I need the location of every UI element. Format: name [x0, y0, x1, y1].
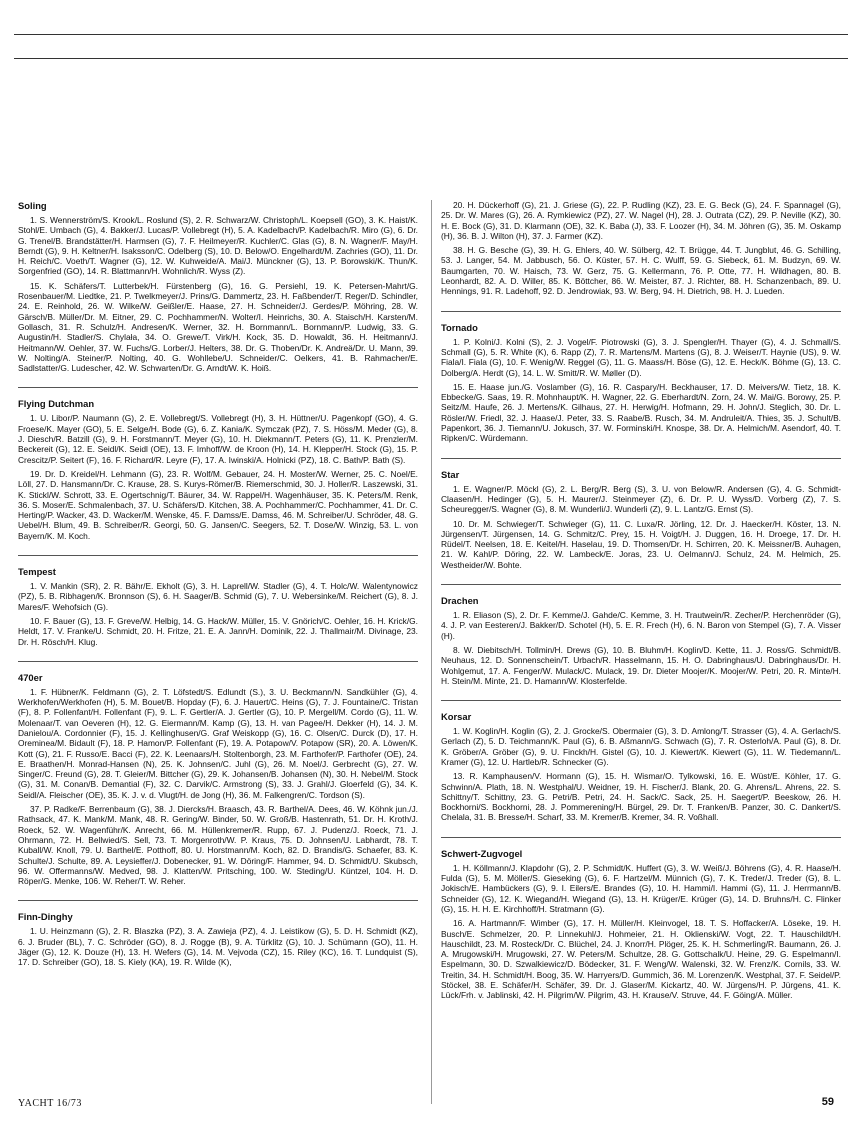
results-section-470er — [18, 661, 418, 887]
footer-magazine-issue: YACHT 16/73 — [18, 1098, 82, 1109]
results-paragraph: 13. R. Kamphausen/V. Hormann (G), 15. H. Wismar/O. Tylkowski, 16. E. Wüst/E. Köhler, 17. G. Schwinn/A. Plath, 18. N. Westphal/U. Weidner, 19. H. Fischer/J. Blank, 20. G. Ahrens/L. Ahrens, 22. S. Schittny/T. Schittny, 23. G. Petri/B. Petri, 24. H. Sack/C. Sack, 25. H. Saegert/P. Beeskow, 26. H. Bockhorni/S. Bockhorni, 28. J. Pommerening/H. Bürgel, 29. Dr. T. Franken/B. Panzer, 30. C. Dankert/S. Chelala, 31. B. Bresse/H. Scharf, 33. M. Kremer/B. Kremer, 34. R. Voßhall. — [441, 771, 841, 823]
left-column — [18, 200, 418, 982]
results-section-korsar — [441, 700, 841, 823]
results-paragraph: 15. E. Haase jun./G. Voslamber (G), 16. R. Caspary/H. Beckhauser, 17. D. Meivers/W. Tietz, 18. K. Ebbecke/G. Saas, 19. R. Mohnhaupt/K. H. Wagner, 22. G. Eberhardt/N. Zorn, 24. W. Mai/G. Borowy, 25. P. Seitz/M. Haufe, 26. J. Mertens/K. Gilhaus, 27. H. Herwig/H. Hofmann, 29. H. John/J. Steglich, 30. Dr. L. Rösler/W. Friedl, 32. J. Haase/J. Peter, 33. S. Raabe/B. Rusch, 34. M. Andruleit/A. Thies, 35. J. Schult/B. Papenkort, 36. J. Tiemann/U. Jokusch, 37. W. Forminski/H. Knospe, 38. Dr. A. Helmich/M. Asendorf, 40. T. Ripken/C. Würdemann. — [441, 381, 841, 444]
results-paragraph: 1. P. Kolni/J. Kolni (S), 2. J. Vogel/F. Piotrowski (G), 3. J. Spengler/H. Thayer (G), 4. J. Schmall/S. Schmall (G), 5. R. White (K), 6. Rapp (Z), 7. R. Martens/M. Martens (G), 8. J. Weiser/T. Haynie (US), 9. W. Fiala/I. Fiala (G), 10. F. Wenig/W. Reggel (G), 11. G. Maass/H. Böse (G), 12. E. Heck/K. Böhme (G), 13. C. Dolberg/A. Herdt (G), 14. L. W. Smitt/R. W. Møller (D). — [441, 336, 841, 378]
header-rule-top — [14, 34, 848, 35]
results-paragraph: 20. H. Dückerhoff (G), 21. J. Griese (G), 22. P. Rudling (KZ), 23. E. G. Beck (G), 24. F. Spannagel (G), 25. Dr. W. Mares (G), 26. A. Rymkiewicz (PZ), 27. W. Nagel (H), 28. J. Outrata (CZ), 29. P. Neville (KZ), 30. H. E. Bock (G), 31. D. Klarmann (OE), 32. K. Baba (J), 33. F. Loozer (H), 34. M. Jöhren (G), 35. M. Oskamp (H), 36. B. J. Wilton (H), 37. J. Farmer (KZ). — [441, 200, 841, 241]
section-title: Schwert-Zugvogel — [441, 847, 523, 859]
results-paragraph: 1. V. Mankin (SR), 2. R. Bähr/E. Ekholt (G), 3. H. Laprell/W. Stadler (G), 4. T. Holc/W. Walentynowicz (PZ), 5. B. Ribhagen/K. Bronnson (S), 6. H. Saager/B. Schmid (G), 7. U. Webersinke/M. Reichert (G), 8. J. Mares/F. Wehofsich (G). — [18, 581, 418, 612]
section-divider — [18, 555, 418, 556]
section-title: Flying Dutchman — [18, 398, 95, 410]
results-paragraph: 1. U. Heinzmann (G), 2. R. Blaszka (PZ), 3. A. Zawieja (PZ), 4. J. Leistikow (G), 5. D. H. Schmidt (KZ), 6. J. Bruder (BL), 7. C. Schröder (GO), 8. J. Rogge (B), 9. A. Türklitz (G), 10. J. Schümann (GO), 11. H. Jäger (G), 12. K. Douze (H), 13. H. Wefers (G), 14. M. Vejvoda (CZ), 15. Riley (KC), 16. T. Lundquist (S), 17. D. Schreiber (GO), 18. S. Kiely (KA), 19. R. Wilde (K), — [18, 926, 418, 968]
results-section-tempest — [18, 555, 418, 647]
results-paragraph: 16. A. Hartmann/F. Wimber (G), 17. H. Müller/H. Kleinvogel, 18. T. S. Hoffacker/A. Löseke, 19. H. Busch/E. Schmelzer, 20. P. Linnekuhl/J. Hohmeier, 21. H. Oklienski/W. Vogt, 22. T. Hauschildt/H. Hauschildt, 23. M. Rosteck/Dr. C. Blüchel, 24. J. Knorr/H. Plöger, 25. K. H. Schmerling/R. Baumann, 26. J. A. Mrugowski/H. Mrugowski, 27. W. Peters/M. Schultze, 28. G. Gottschalk/U. Heine, 29. G. Espelmann/I. Espelmann, 30. D. Szwalkiewicz/D. Bödecker, 31. F. Weng/W. Walenski, 32. W. Frenz/K. Cornils, 33. W. Treitin, 34. H. Schmidt/H. Boog, 35. W. Harryers/D. Gummich, 36. M. Lorenzen/K. Westphal, 37. F. Seidel/P. Stöckel, 38. E. Schäfer/H. Schäfer, 39. Dr. J. Glaser/M. Kickartz, 40. W. Jürgens/H. P. Jürgens, 41. K. Lück/Frh. v. Jablinski, 42. H. Pilgrim/W. Pilgrim, 43. H. Krause/V. Struve, 44. F. Göing/A. Müller. — [441, 918, 841, 1001]
section-divider — [18, 387, 418, 388]
results-paragraph: 1. R. Eliason (S), 2. Dr. F. Kemme/J. Gahde/C. Kemme, 3. H. Trautwein/R. Zecher/P. Herchenröder (G), 4. J. P. van Eesteren/J. Bakker/D. Schotel (H), 5. E. R. Frech (H), 6. N. Baron von Stempel (G), 7. A. Visser (H). — [441, 610, 841, 641]
results-paragraph: 1. S. Wennerström/S. Krook/L. Roslund (S), 2. R. Schwarz/W. Christoph/L. Koepsell (GO), 3. K. Haist/K. Stohl/E. Umbach (G), 4. Bakker/J. Lucas/P. Vollebregt (H), 5. A. Kadelbach/P. Kadelbach/R. Miro (G), 6. Dr. G. Trenel/B. Brandstätter/H. Harmsen (G), 7. F. Heilmeyer/R. Kuchler/C. Glas (G), 8. N. Wagner/F. May/H. Berndt (G), 9. H. Keltner/H. Isaksson/C. Odelberg (S), 10. D. Below/O. Engelhardt/M. Zachries (GO), 11. Dr. H. Reich/C. Voeth/T. Wagner (G), 12. W. Kuhweide/A. Mai/J. Münckner (G), 13. P. Borowski/K. Thun/K. Sorgenfried (GO), 14. R. Blattmann/H. Wohnlich/R. Wyss (Z). — [18, 215, 418, 277]
results-paragraph: 38. H. G. Besche (G), 39. H. G. Ehlers, 40. W. Sülberg, 42. T. Brügge, 44. T. Jungblut, 46. G. Schilling, 53. J. Langer, 54. M. Jabbusch, 56. O. Küster, 57. H. C. Wulff, 59. G. Siebeck, 61. M. Budzyn, 69. W. Baumgarten, 70. W. Haisch, 73. W. Gerz, 75. G. Kellermann, 76. P. Otte, 77. H. Wildhagen, 80. B. Leonhardt, 82. A. D. Willer, 85. K. Böttcher, 86. W. Meister, 87. J. Richter, 88. H. Schanzenbach, 89. U. Hennings, 91. R. Ladehoff, 92. D. Jendrowiak, 93. W. Berg, 94. H. Dietrich, 98. H. J. Lueden. — [441, 245, 841, 297]
section-title: 470er — [18, 671, 43, 683]
section-title: Drachen — [441, 595, 479, 607]
section-title: Korsar — [441, 711, 472, 723]
results-paragraph: 1. F. Hübner/K. Feldmann (G), 2. T. Löfstedt/S. Edlundt (S.), 3. U. Beckmann/N. Sandkühler (G), 4. Werkhofen/Werkhofen (H), 5. M. Bouet/B. Hopday (F), 6. J. Hauert/C. Heins (G), 7. J. Fountaine/C. Tristan (F), 8. P. Follenfant/H. Follenfant (F), 9. L. F. Gertler/A. J. Gertler (G), 10. P. Mergell/M. Cordo (G), 11. W. Molenaar/T. van Oeveren (H), 12. G. Eiermann/M. Kamp (G), 13. H. van Pagee/H. Dekker (H), 14. J. M. Danielou/A. Cordonnier (F), 15. J. Kellinghusen/G. Graf Weiskopp (G), 16. C. Olsen/C. Durck (D), 17. H. Oreminea/M. Bidault (F), 18. P. Hamon/P. Follenfant (F), 19. A. Potapow/V. Potapow (SR), 20. A. Löwen/K. Kott (G), 21. F. Russo/E. Bacci (F), 22. K. Leenaars/H. Stoltenborgh, 23. M. Farthofer/P. Farthofer (OE), 24. E. Braathen/H. Monrad-Hansen (N), 25. K. Johnsen/C. Juhl (G), 26. M. Noel/J. Gerbrecht (G), 27. W. Singer/C. Freund (G), 28. T. Gleier/M. Bittcher (G), 29. K. Johansen/B. Johansen (N), 30. H. Nebel/M. Stock (G), 31. M. Conan/B. Demantial (F), 32. C. Darvik/C. Armstrong (S), 33. J. Grahl/J. Gloerfeld (G), 34. K. Seidl/A. Fleischer (OE), 35. K. J. v. d. Vlugt/H. de Jong (H), 36. M. Falkengren/C. Tordson (S). — [18, 686, 418, 800]
results-section-star — [441, 458, 841, 570]
section-title: Tempest — [18, 566, 56, 578]
results-paragraph: 1. W. Koglin/H. Koglin (G), 2. J. Grocke/S. Obermaier (G), 3. D. Amlong/T. Strasser (G), 4. A. Gerlach/S. Gerlach (Z), 5. D. Teichmann/K. Paul (G), 6. B. Aßmann/G. Schwach (G), 7. R. Osterloh/A. Paul (G), 8. Dr. K. Gröber/A. Gröber (G), 9. U. Finckh/H. Gistel (G), 10. J. Kiewert/K. Kiewert (G), 11. W. Tiedemann/L. Kramer (G), 12. U. Hartleb/R. Schnecker (G). — [441, 726, 841, 767]
section-divider — [441, 458, 841, 459]
section-title: Star — [441, 468, 460, 480]
results-paragraph: 10. F. Bauer (G), 13. F. Greve/W. Helbig, 14. G. Hack/W. Müller, 15. V. Gnörich/C. Oehler, 16. H. Krick/G. Heldt, 17. V. Franke/U. Schmidt, 20. H. Fritze, 21. E. A. Jann/H. Dominik, 22. J. Thallmair/M. Divinage, 23. Dr. H. Rösch/H. Klug. — [18, 615, 418, 647]
results-paragraph: 1. U. Libor/P. Naumann (G), 2. E. Vollebregt/S. Vollebregt (H), 3. H. Hüttner/U. Pagenkopf (GO), 4. G. Froese/K. Mayer (GO), 5. E. Selge/H. Bode (G), 6. Z. Kania/K. Symczak (PZ), 7. S. Höss/M. Meder (G), 8. J. Diesch/R. Batzill (G), 9. H. Forstmann/T. Meyer (G), 10. H. Diekmann/T. Peters (G), 11. K. Prenzler/M. Beckereit (G), 12. E. Seidl/K. Seidl (OE), 13. F. Imhoff/W. de Kroon (H), 14. H. Klepper/H. Stock (G), 15. P. Crescitz/P. Seitert (F), 16. F. Richard/R. Leyre (F), 17. A. Iwinski/A. Holnicki (PZ), 18. C. Bath/P. Bath (S). — [18, 413, 418, 465]
results-section-continued — [441, 200, 841, 297]
results-paragraph: 37. P. Radke/F. Berrenbaum (G), 38. J. Diercks/H. Braasch, 43. R. Barthel/A. Dees, 46. W. Köhnk jun./J. Rathsack, 47. K. Mank/M. Mank, 48. R. Gering/W. Binder, 50. W. Groß/B. Hastenrath, 51. Dr. H. Kroth/J. Roeck, 52. W. Wagenführ/K. Anrecht, 66. M. Hüllenkremer/R. Rupp, 67. J. Pudenz/J. Roeck, 71. J. Ohrmann, 72. H. Bellwied/S. Sell, 73. T. Morgenroth/W. P. Kraus, 75. D. Johnsen/U. Labhardt, 78. T. Kuball/W. Knoll, 79. U. Barthel/E. Potthoff, 80. U. Horstmann/M. Koch, 82. D. Brandis/G. Schaefer, 83. K. Schulte/J. Schulte, 89. A. Leysieffer/J. Dobenecker, 91. W. Döring/F. Hammer, 94. D. Schmidt/U. Skubsch, 96. W. Offermanns/W. Medved, 98. J. Klatten/W. Pritsching, 100. W. Steding/U. Küntzel, 104. H. D. Röper/G. Menke, 106. W. Reher/T. W. Reher. — [18, 804, 418, 887]
section-divider — [441, 311, 841, 312]
results-paragraph: 19. Dr. D. Kreidel/H. Lehmann (G), 23. R. Wolf/M. Gebauer, 24. H. Moster/W. Werner, 25. C. Noel/E. Löll, 27. D. Hansmann/Dr. C. Krause, 28. S. Kurys-Römer/B. Riemerschmid, 30. J. Holler/R. Laszewski, 31. K. Stickl/W. Schrott, 33. E. Ogertschnig/T. Bäurer, 34. W. Rappel/H. Wagenhäuser, 35. K. Peters/M. Renk, 36. S. Moser/E. Schmalenbach, 37. U. Schäfers/D. Kitchen, 38. A. Pochhammer/C. Pochhammer, 41. Dr. C. Herting/P. Wacker, 43. D. Wacker/M. Wenske, 45. F. Damss/E. Damss, 46. M. Schreiber/U. Schröder, 48. G. Uebel/H. Blum, 49. B. Schreiber/R. Georgi, 50. G. Jansen/C. Seegers, 52. T. Dose/W. Winzig, 53. L. von Bayern/K. M. Koch. — [18, 468, 418, 541]
results-paragraph: 1. E. Wagner/P. Möckl (G), 2. L. Berg/R. Berg (S), 3. U. von Below/R. Andersen (G), 4. G. Schmidt-Claasen/H. Hedinger (G), 5. H. Maurer/J. Steinmeyer (Z), 6. Dr. P. U. Wyss/D. Vorberg (Z), 7. S. Scheuregger/S. Wagner (G), 8. M. Wunderli/J. Wunderli (Z), 9. L. Lantz/G. Ernst (S). — [441, 483, 841, 515]
results-section-tornado — [441, 311, 841, 444]
results-section-finn-dinghy — [18, 900, 418, 967]
page-number: 59 — [821, 1096, 834, 1108]
section-title: Finn-Dinghy — [18, 911, 73, 923]
results-paragraph: 10. Dr. M. Schwieger/T. Schwieger (G), 11. C. Luxa/R. Jörling, 12. Dr. J. Haecker/H. Köster, 13. N. Jürgensen/T. Jürgensen, 14. G. Schmitz/C. Prey, 15. H. Voigt/H. J. Duggen, 16. H. Droege, 17. Dr. H. Rüdel/T. Neelsen, 18. E. Keitel/H. Haselau, 19. D. Thomsen/Dr. H. Schirren, 20. K. Meissner/B. Auhagen, 21. W. Kahl/P. Döring, 22. W. Lambeck/E. Joras, 23. U. Oelmann/J. Schulz, 24. M. Helmich, 25. Westheider/W. Bohte. — [441, 518, 841, 570]
results-section-schwert-zugvogel — [441, 837, 841, 1001]
section-divider — [441, 700, 841, 701]
section-divider — [18, 661, 418, 662]
results-paragraph: 1. H. Köllmann/J. Klapdohr (G), 2. P. Schmidt/K. Huffert (G), 3. W. Weiß/J. Böhrens (G), 4. R. Haase/H. Fulda (G), 5. M. Möller/S. Gieseking (G), 6. F. Hartzel/M. Münnich (G), 7. K. Treder/J. Treder (G), 8. L. Jokisch/E. Hambückers (G), 9. I. Eilers/E. Brandes (G), 10. H. Hammi/I. Hammi (G), 11. J. Herrmann/B. Schneider (G), 12. K. Wiegand/H. Wiegand (G), 13. H. Krüger/E. Krüger (G), 14. D. Bruhns/H. C. Flinker (G), 15. H. H. E. Kirchhoff/H. Stratmann (G). — [441, 862, 841, 914]
section-divider — [18, 900, 418, 901]
column-divider — [431, 200, 432, 1104]
results-section-flying-dutchman — [18, 387, 418, 541]
right-column — [441, 200, 841, 1015]
results-paragraph: 15. K. Schäfers/T. Lutterbek/H. Fürstenberg (G), 16. G. Persiehl, 19. K. Petersen-Mahrt/G. Rosenbauer/M. Liedtke, 21. P. Twelkmeyer/J. Prins/G. Dammertz, 23. H. Faßbender/T. Reger/D. Schindler, 24. E. Reinhold, 26. W. Wilke/W. Geißler/E. Haase, 27. H. Schneider/J. Gerdes/P. Möhring, 28. W. Gärsch/B. Müller/Dr. M. Eitner, 29. C. Pochhammer/N. Wolter/I. Heinrichs, 30. A. Staisch/H. Karsten/M. Gollasch, 31. R. Schulz/H. Andresen/K. Werner, 32. H. Bornmann/L. Bornmann/P. Ludwig, 33. G. Augustin/H. Stadler/S. Chylała, 34. O. Grewe/T. Virk/H. Kock, 35. D. Howaldt, 36. H. Heitmann/J. Heitmann/W. Oehler, 37. W. Fuchs/G. Lorber/J. Helters, 38. Dr. G. Thoben/Dr. K. Andreä/Dr. U. Mann, 39. W. Nolting/A. Steiner/P. Nolting, 40. G. Wohllebe/U. Schneider/C. Oelkers, 41. B. Rahmacher/E. Sadlstatter/G. Ludescher, 42. W. Schwarten/Dr. G. Arndt/W. K. Hoiß. — [18, 280, 418, 374]
header-rule-bottom — [14, 58, 848, 59]
section-title: Tornado — [441, 321, 478, 333]
section-divider — [441, 584, 841, 585]
section-divider — [441, 837, 841, 838]
results-section-drachen — [441, 584, 841, 686]
section-title: Soling — [18, 200, 47, 211]
results-section-soling — [18, 200, 418, 373]
results-paragraph: 8. W. Diebitsch/H. Tollmin/H. Drews (G), 10. B. Bluhm/H. Koglin/D. Kette, 11. J. Ross/G. Schmidt/B. Neuhaus, 12. D. Sonnenschein/T. Urbach/R. Hasselmann, 15. H. O. Dabringhaus/U. Dabringhaus/Dr. H. Wohlgemut, 17. A. Fenger/W. Mulack/C. Mulack, 19. Dr. Dieter Moojer/K. Moojer/W. Petri, 20. R. Minte/H. H. Stein/M. Minte, 21. D. Hamann/W. Klosterfelde. — [441, 644, 841, 686]
